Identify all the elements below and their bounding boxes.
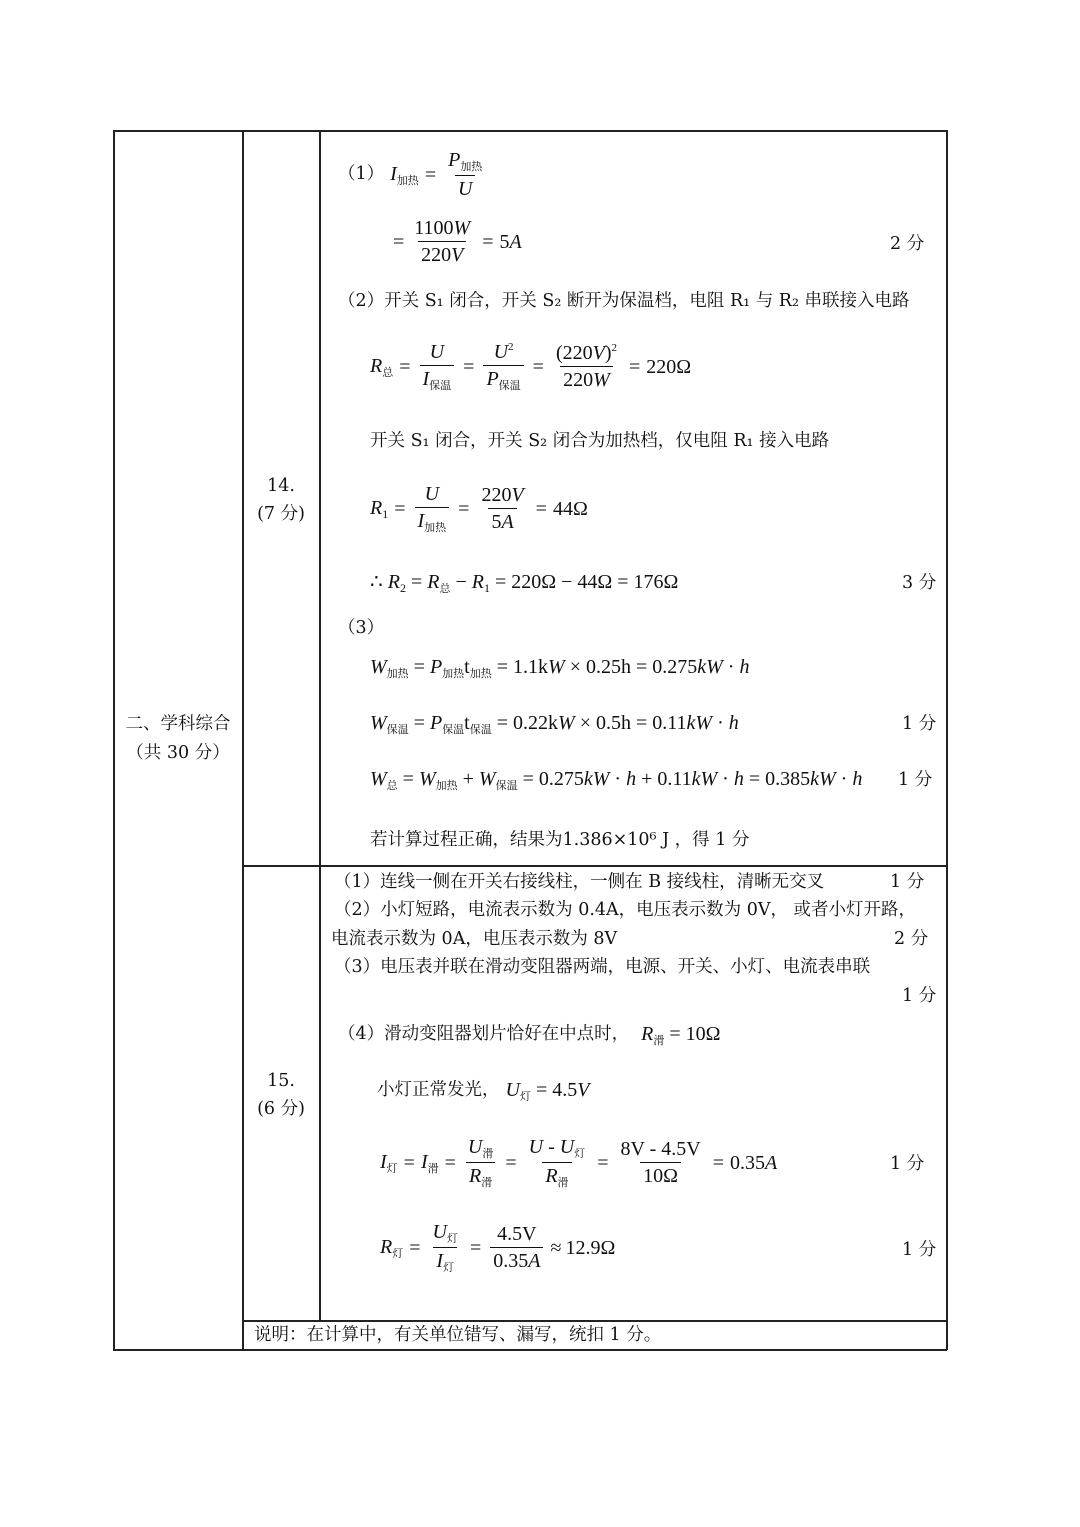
q15-current-formula: $I_灯$ = $I_滑$ = $\frac{U_滑}{R_滑}$ = $\frac{U - U_灯}{R_滑}$ = $\frac{8V - 4.5V}{10\Omega}$ = 0.35A — [380, 1136, 778, 1189]
q15-line3: 电流表示数为 0A，电压表示数为 8V — [331, 929, 618, 949]
section-title: 二、学科综合 — [125, 714, 231, 734]
q14-p3-score-b: 1 分 — [898, 770, 933, 790]
q15-line3-score: 2 分 — [894, 929, 929, 949]
q14-p3-score-a: 1 分 — [902, 714, 937, 734]
table-col-divider-2 — [319, 130, 321, 1321]
q15-line4-score: 1 分 — [902, 986, 937, 1006]
q15-line4: （3）电压表并联在滑动变阻器两端，电源、开关、小灯、电流表串联 — [334, 957, 871, 977]
q15-line1: （1）连线一侧在开关右接线柱，一侧在 B 接线柱，清晰无交叉 — [334, 872, 825, 892]
q15-number: 15. — [267, 1071, 295, 1091]
q15-line6: 小灯正常发光， $U_灯 = 4.5V$ — [377, 1079, 590, 1103]
q14-p2-r1: $R_1$ = $\frac{U}{I_{加热}}$ = $\frac{220V}{5A}$ = 44Ω — [370, 483, 588, 534]
q15-current-score: 1 分 — [890, 1154, 925, 1174]
q14-p3-label: （3） — [338, 618, 385, 638]
q15-resistance-formula: $R_灯$ = $\frac{U_灯}{I_灯}$ = $\frac{4.5V}{0.35A}$ ≈ 12.9Ω — [380, 1221, 616, 1274]
q15-points: (6 分) — [257, 1099, 305, 1119]
q14-p3-wkeep: $W_{保温} = P_{保温}t_{保温} = 0.22kW \times 0.5h = 0.11kW \cdot h$ — [370, 712, 739, 736]
q14-p3-alt: 若计算过程正确，结果为1.386×10⁶ J ，得 1 分 — [370, 830, 750, 850]
section-total: （共 30 分） — [126, 743, 230, 763]
q14-p1-score: 2 分 — [890, 234, 925, 254]
table-row-divider-q14-q15 — [242, 865, 947, 867]
q14-p2-score: 3 分 — [902, 573, 937, 593]
q14-p2-r2: ∴ $R_2 = R_总 - R_1 = 220\Omega - 44\Omega = 176\Omega$ — [370, 571, 679, 595]
q14-p3-wtotal: $W_总 = W_{加热} + W_{保温} = 0.275kW \cdot h + 0.11kW \cdot h = 0.385kW \cdot h$ — [370, 768, 863, 792]
q14-p3-wheat: $W_{加热} = P_{加热}t_{加热} = 1.1kW \times 0.25h = 0.275kW \cdot h$ — [370, 656, 750, 680]
q14-p2-intro: （2）开关 S₁ 闭合，开关 S₂ 断开为保温档，电阻 R₁ 与 R₂ 串联接入电路 — [338, 291, 910, 311]
q14-p2-rtotal: $R_总$ = $\frac{U}{I_{保温}}$ = $\frac{U^2}{P_{保温}}$ = $\frac{(220V)^2}{220W}$ = 220Ω — [370, 341, 692, 392]
q15-line1-score: 1 分 — [890, 872, 925, 892]
table-top-border — [113, 130, 947, 132]
table-row-divider-note — [242, 1320, 947, 1322]
q14-p1-calc: = $\frac{1100W}{220V}$ = 5A — [393, 217, 522, 266]
q14-points: (7 分) — [257, 504, 305, 524]
q14-p1-formula: （1） $I_{加热}$ = $\frac{P_{加热}}{U}$ — [338, 149, 483, 200]
table-bottom-border — [113, 1349, 947, 1351]
footnote: 说明：在计算中，有关单位错写、漏写，统扣 1 分。 — [254, 1325, 662, 1345]
table-right-border — [946, 130, 948, 1350]
table-col-divider-1 — [242, 130, 244, 1350]
q15-resistance-score: 1 分 — [902, 1240, 937, 1260]
q14-number: 14. — [267, 476, 295, 496]
table-left-border — [113, 130, 115, 1350]
q15-line2: （2）小灯短路，电流表示数为 0.4A，电压表示数为 0V， 或者小灯开路， — [334, 900, 917, 920]
q15-line5: （4）滑动变阻器划片恰好在中点时， $R_滑 = 10\Omega$ — [338, 1023, 721, 1047]
q14-p2-heating: 开关 S₁ 闭合，开关 S₂ 闭合为加热档，仅电阻 R₁ 接入电路 — [370, 431, 830, 451]
